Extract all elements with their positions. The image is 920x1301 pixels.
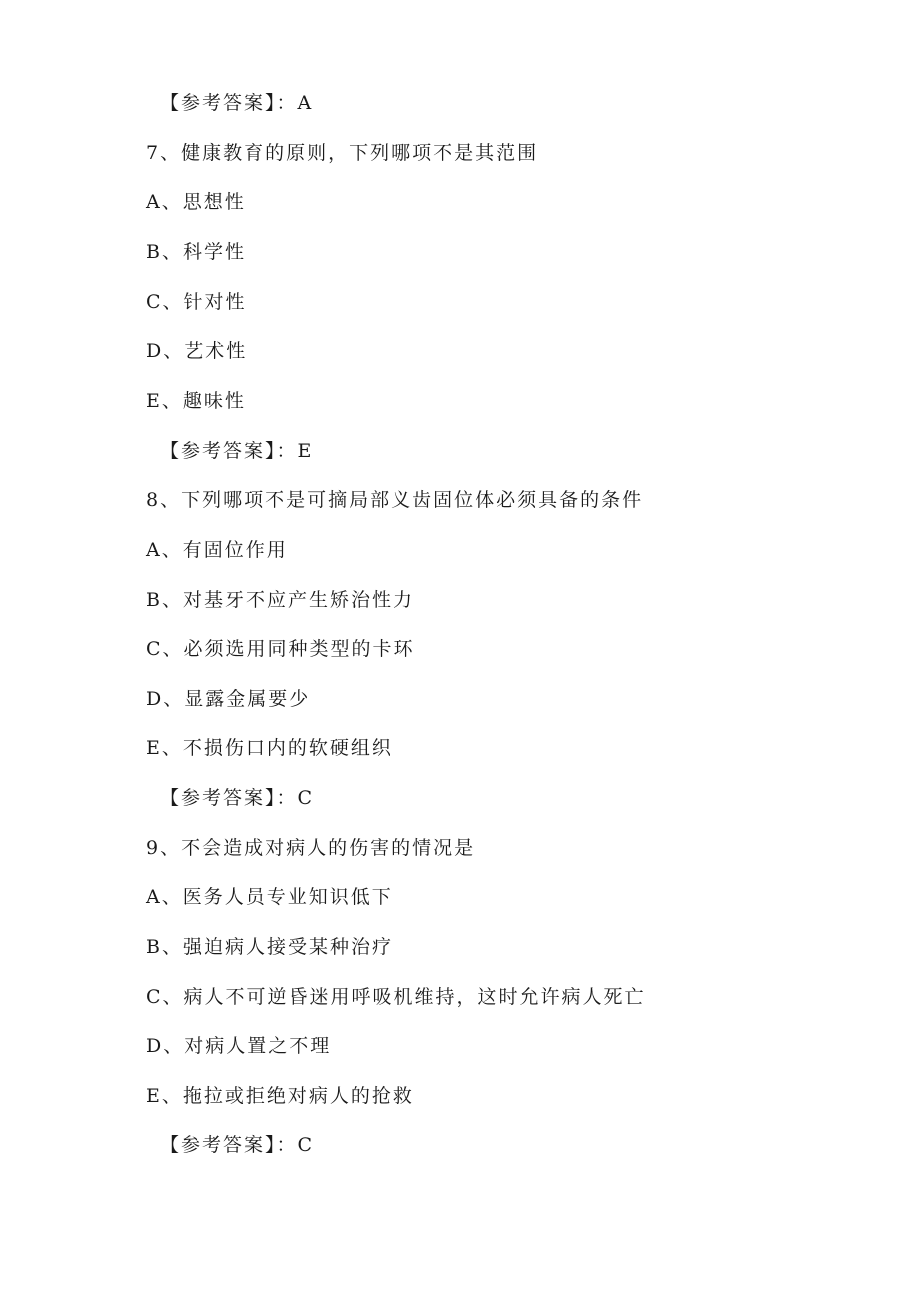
option-c: C、必须选用同种类型的卡环 bbox=[146, 638, 415, 660]
option-e: E、拖拉或拒绝对病人的抢救 bbox=[146, 1085, 414, 1107]
answer-line: 【参考答案】：A bbox=[160, 92, 314, 114]
question-stem: 7、健康教育的原则，下列哪项不是其范围 bbox=[146, 142, 539, 164]
option-b: B、对基牙不应产生矫治性力 bbox=[146, 589, 414, 611]
option-c: C、针对性 bbox=[146, 291, 247, 313]
option-d: D、显露金属要少 bbox=[146, 688, 311, 710]
option-b: B、科学性 bbox=[146, 241, 246, 263]
option-d: D、艺术性 bbox=[146, 340, 248, 362]
option-e: E、不损伤口内的软硬组织 bbox=[146, 737, 393, 759]
answer-line: 【参考答案】：C bbox=[160, 787, 315, 809]
option-a: A、思想性 bbox=[146, 191, 246, 213]
answer-line: 【参考答案】：C bbox=[160, 1134, 315, 1156]
answer-line: 【参考答案】：E bbox=[160, 440, 314, 462]
question-stem: 8、下列哪项不是可摘局部义齿固位体必须具备的条件 bbox=[146, 489, 644, 511]
option-e: E、趣味性 bbox=[146, 390, 246, 412]
question-stem: 9、不会造成对病人的伤害的情况是 bbox=[146, 837, 476, 859]
option-a: A、有固位作用 bbox=[146, 539, 288, 561]
option-b: B、强迫病人接受某种治疗 bbox=[146, 936, 393, 958]
option-a: A、医务人员专业知识低下 bbox=[146, 886, 393, 908]
option-d: D、对病人置之不理 bbox=[146, 1035, 332, 1057]
option-c: C、病人不可逆昏迷用呼吸机维持，这时允许病人死亡 bbox=[146, 986, 646, 1008]
